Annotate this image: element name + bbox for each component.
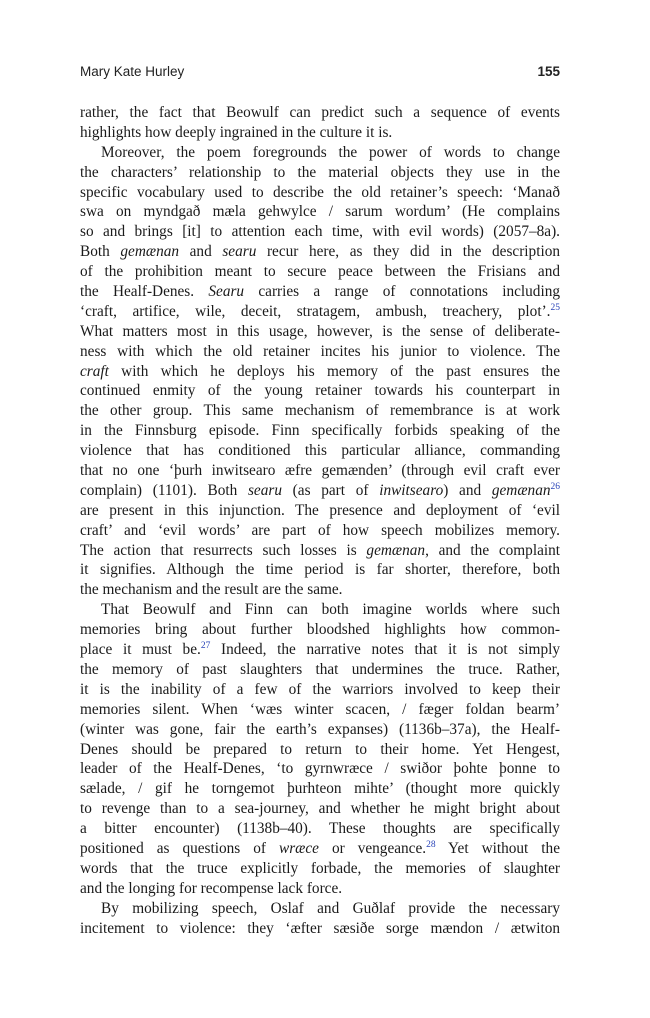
footnote-marker[interactable]: 27 — [200, 641, 211, 652]
text-run: What matters most in this usage, however, is the sense of deliberate- — [80, 322, 560, 340]
running-head-author: Mary Kate Hurley — [80, 64, 185, 79]
text-run: of the prohibition meant to secure peace between the Frisians and — [80, 263, 560, 281]
running-head — [80, 64, 560, 84]
text-run: it signifies. Although the time period is far shorter, therefore, both — [80, 561, 560, 579]
text-line — [80, 640, 560, 660]
text-run: or vengeance. — [318, 839, 427, 857]
text-run: the characters’ relationship to the material objects they use in the — [80, 163, 560, 181]
text-run: highlights how deeply ingrained in the culture it is. — [80, 123, 393, 141]
text-line — [80, 183, 560, 203]
text-line — [80, 700, 560, 720]
text-line — [80, 322, 560, 342]
italic-term: Searu — [208, 283, 245, 301]
text-run: By mobilizing speech, Oslaf and Guðlaf provide the necessary — [101, 899, 560, 917]
text-line — [80, 342, 560, 362]
text-line — [80, 660, 560, 680]
italic-term: gemænan — [491, 481, 551, 499]
text-line — [80, 740, 560, 760]
text-run: the other group. This same mechanism of remembrance is at work — [80, 402, 560, 420]
text-line — [80, 282, 560, 302]
italic-term: wræce — [279, 839, 319, 857]
text-line — [80, 799, 560, 819]
text-line — [80, 580, 560, 600]
italic-term: searu — [222, 243, 257, 261]
italic-term: gemænan — [366, 541, 426, 559]
italic-term: inwitsearo — [379, 481, 444, 499]
text-run: memories bring about further bloodshed highlights how common- — [80, 621, 560, 639]
text-line — [80, 202, 560, 222]
text-run: to revenge than to a sea-journey, and whether he might bright about — [80, 800, 560, 818]
text-run: violence that has conditioned this particular alliance, commanding — [80, 442, 560, 460]
text-line — [80, 680, 560, 700]
text-line — [80, 919, 560, 939]
text-run: the Healf-Denes. — [80, 283, 209, 301]
text-line — [80, 242, 560, 262]
text-line — [80, 779, 560, 799]
text-run: incitement to violence: they ‘æfter sæsiðe sorge mændon / ætwiton — [80, 919, 560, 937]
text-run: with which he deploys his memory of the past ensures the — [108, 362, 560, 380]
text-line — [80, 501, 560, 521]
text-line — [80, 879, 560, 899]
text-run: That Beowulf and Finn can both imagine worlds where such — [101, 601, 560, 619]
text-line — [80, 521, 560, 541]
text-line — [80, 720, 560, 740]
text-run: are present in this injunction. The presence and deployment of ‘evil — [80, 501, 560, 519]
text-run: craft’ and ‘evil words’ are part of how speech mobilizes memory. — [80, 521, 560, 539]
text-line — [80, 620, 560, 640]
text-line — [80, 222, 560, 242]
text-run: and — [179, 243, 223, 261]
text-run: Yet without the — [435, 839, 560, 857]
text-line — [80, 899, 560, 919]
text-run: Denes should be prepared to return to their home. Yet Hengest, — [80, 740, 560, 758]
text-line — [80, 560, 560, 580]
text-run: the memory of past slaughters that undermines the truce. Rather, — [80, 660, 560, 678]
footnote-marker[interactable]: 26 — [550, 481, 560, 492]
text-run: swa on myndgað mæla gehwylce / sarum wordum’ (He complains — [80, 203, 560, 221]
text-line — [80, 381, 560, 401]
text-line — [80, 481, 560, 501]
text-line — [80, 441, 560, 461]
text-run: it is the inability of a few of the warriors involved to keep their — [80, 680, 560, 698]
text-line — [80, 859, 560, 879]
text-line — [80, 819, 560, 839]
text-run: leader of the Healf-Denes, ‘to gyrnwræce / swiðor þohte þonne to — [80, 760, 560, 778]
text-run: that no one ‘þurh inwitsearo æfre gemænden’ (through evil craft ever — [80, 462, 560, 480]
text-line — [80, 401, 560, 421]
text-run: ‘craft, artifice, wile, deceit, stratagem, ambush, treachery, plot’. — [80, 302, 551, 320]
text-run: a bitter encounter) (1138b–40). These thoughts are specifically — [80, 820, 560, 838]
text-run: Both — [80, 243, 121, 261]
text-line — [80, 302, 560, 322]
footnote-marker[interactable]: 28 — [426, 839, 436, 850]
text-line — [80, 759, 560, 779]
text-run: (winter was gone, fair the earth’s expanses) (1136b–37a), the Healf- — [80, 720, 560, 738]
text-run: (as part of — [281, 481, 380, 499]
text-line — [80, 600, 560, 620]
text-run: complain) (1101). Both — [80, 481, 248, 499]
text-line — [80, 262, 560, 282]
body-text — [80, 103, 560, 938]
text-run: The action that resurrects such losses is — [80, 541, 367, 559]
text-line — [80, 541, 560, 561]
text-line — [80, 143, 560, 163]
text-run: the mechanism and the result are the same. — [80, 581, 343, 599]
text-run: continued enmity of the young retainer towards his counterpart in — [80, 382, 560, 400]
text-line — [80, 461, 560, 481]
text-line — [80, 163, 560, 183]
text-run: words that the truce explicitly forbade, the memories of slaughter — [80, 859, 560, 877]
italic-term: gemænan — [120, 243, 180, 261]
text-run: memories silent. When ‘wæs winter scacen, / fæger foldan bearm’ — [80, 700, 560, 718]
text-run: rather, the fact that Beowulf can predict such a sequence of events — [80, 104, 560, 121]
text-run: carries a range of connotations including — [244, 283, 560, 301]
text-line — [80, 362, 560, 382]
text-run: ) and — [443, 481, 492, 499]
italic-term: craft — [80, 362, 109, 380]
text-line — [80, 421, 560, 441]
text-line — [80, 839, 560, 859]
text-run: positioned as questions of — [80, 839, 280, 857]
text-run: ness with which the old retainer incites his junior to violence. The — [80, 342, 560, 360]
footnote-marker[interactable]: 25 — [550, 302, 560, 313]
text-run: and the longing for recompense lack force. — [80, 879, 343, 897]
page-number: 155 — [537, 64, 560, 79]
text-run: in the Finnsburg episode. Finn specifically forbids speaking of the — [80, 422, 560, 440]
text-run: so and brings [it] to attention each time, with evil words) (2057–8a). — [80, 223, 560, 241]
text-run: Moreover, the poem foregrounds the power of words to change — [101, 143, 560, 161]
text-line — [80, 123, 560, 143]
text-run: Indeed, the narrative notes that it is not simply — [210, 641, 560, 659]
text-run: , and the complaint — [425, 541, 561, 559]
text-run: specific vocabulary used to describe the old retainer’s speech: ‘Manað — [80, 183, 560, 201]
text-run: sælade, / gif he torngemot þurhteon mihte’ (thought more quickly — [80, 780, 560, 798]
text-line — [80, 103, 560, 123]
text-run: place it must be. — [80, 641, 201, 659]
italic-term: searu — [247, 481, 282, 499]
text-run: recur here, as they did in the description — [256, 243, 560, 261]
